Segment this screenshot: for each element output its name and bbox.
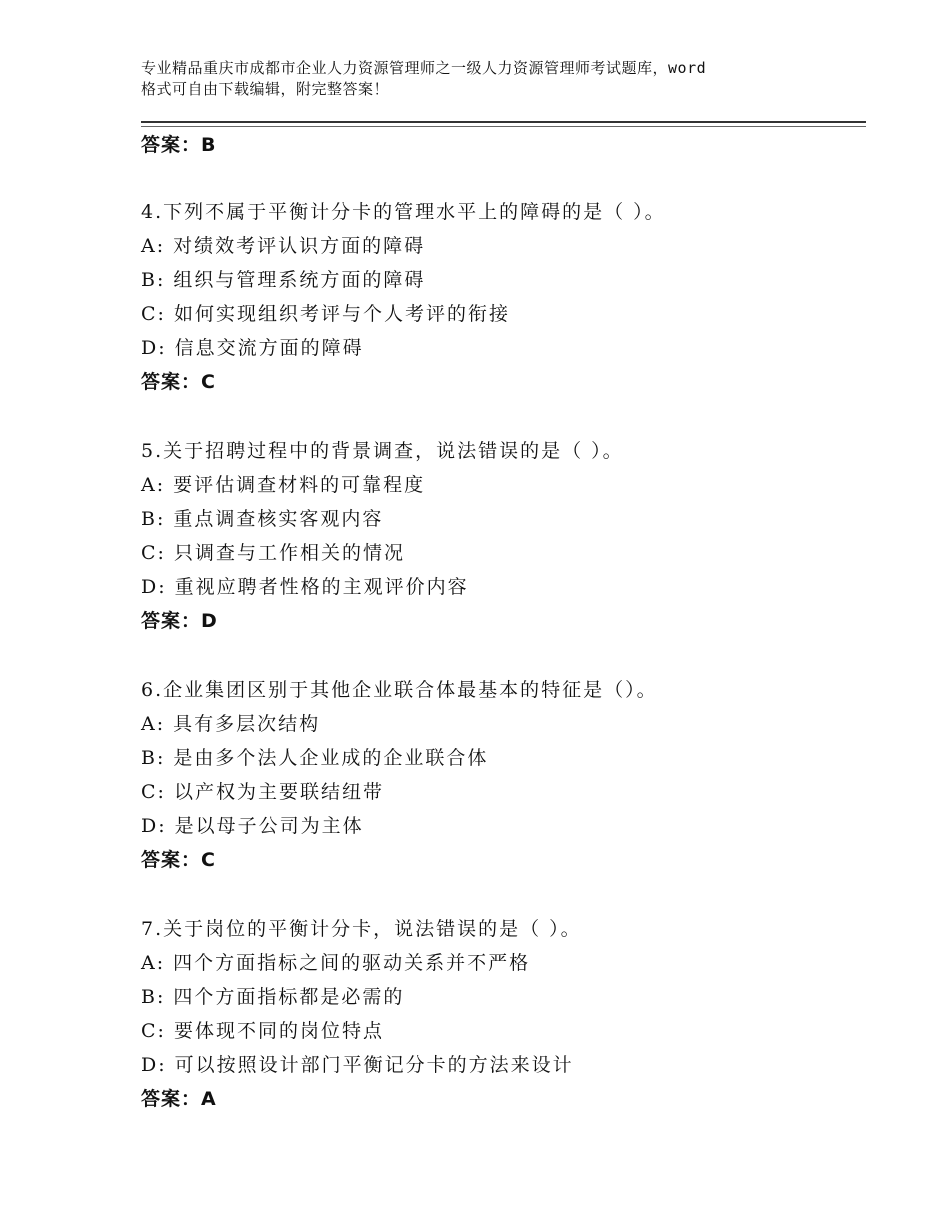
option-c: C: 如何实现组织考评与个人考评的衔接 [141, 303, 510, 325]
option-d: D: 是以母子公司为主体 [141, 815, 364, 837]
option-c: C: 以产权为主要联结纽带 [141, 781, 384, 803]
option-a: A: 要评估调查材料的可靠程度 [141, 474, 426, 496]
option-a: A: 具有多层次结构 [141, 713, 321, 735]
option-a: A: 四个方面指标之间的驱动关系并不严格 [141, 952, 531, 974]
answer: 答案：C [141, 371, 216, 393]
previous-answer: 答案：B [141, 134, 217, 156]
question-stem: 4.下列不属于平衡计分卡的管理水平上的障碍的是（ ）。 [141, 201, 666, 223]
option-a: A: 对绩效考评认识方面的障碍 [141, 235, 426, 257]
option-d: D: 信息交流方面的障碍 [141, 337, 364, 359]
header-divider-thin [141, 126, 866, 127]
option-d: D: 重视应聘者性格的主观评价内容 [141, 576, 469, 598]
question-stem: 6.企业集团区别于其他企业联合体最基本的特征是（）。 [141, 679, 658, 701]
header-divider-thick [141, 121, 866, 123]
option-c: C: 只调查与工作相关的情况 [141, 542, 405, 564]
option-b: B: 四个方面指标都是必需的 [141, 986, 405, 1008]
header-line-2: 格式可自由下载编辑，附完整答案！ [141, 80, 390, 98]
option-c: C: 要体现不同的岗位特点 [141, 1020, 384, 1042]
answer: 答案：C [141, 849, 216, 871]
option-b: B: 重点调查核实客观内容 [141, 508, 384, 530]
question-6 [141, 673, 841, 877]
question-4 [141, 195, 841, 399]
answer: 答案：A [141, 1088, 217, 1110]
option-b: B: 是由多个法人企业成的企业联合体 [141, 747, 489, 769]
question-5 [141, 434, 841, 638]
option-b: B: 组织与管理系统方面的障碍 [141, 269, 426, 291]
header-line-1: 专业精品重庆市成都市企业人力资源管理师之一级人力资源管理师考试题库，word [141, 59, 707, 77]
question-7 [141, 912, 841, 1116]
option-d: D: 可以按照设计部门平衡记分卡的方法来设计 [141, 1054, 574, 1076]
question-stem: 7.关于岗位的平衡计分卡，说法错误的是（ ）。 [141, 918, 582, 940]
answer: 答案：D [141, 610, 218, 632]
document-header [141, 58, 841, 100]
question-stem: 5.关于招聘过程中的背景调查，说法错误的是（ ）。 [141, 440, 624, 462]
